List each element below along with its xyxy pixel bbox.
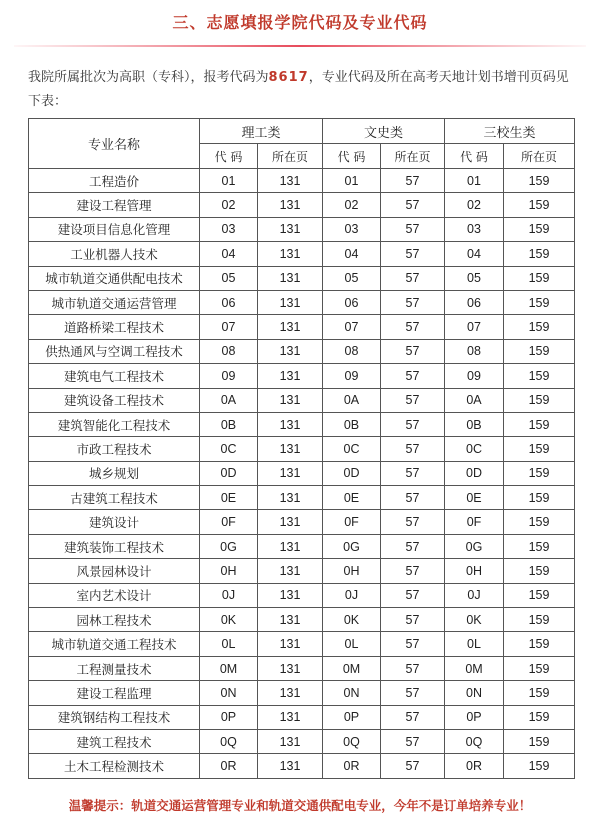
science-page-cell: 131 bbox=[258, 486, 323, 510]
liberal-arts-page-cell: 57 bbox=[381, 632, 445, 656]
three-schools-code-cell: 07 bbox=[445, 315, 504, 339]
three-schools-page-cell: 159 bbox=[504, 559, 575, 583]
science-code-cell: 0G bbox=[200, 534, 258, 558]
three-schools-page-cell: 159 bbox=[504, 583, 575, 607]
table-row bbox=[29, 388, 575, 412]
three-schools-page-cell: 159 bbox=[504, 315, 575, 339]
three-schools-code-cell: 03 bbox=[445, 217, 504, 241]
table-row bbox=[29, 681, 575, 705]
table-row bbox=[29, 656, 575, 680]
table-row bbox=[29, 193, 575, 217]
liberal-arts-page-cell: 57 bbox=[381, 266, 445, 290]
science-page-cell: 131 bbox=[258, 412, 323, 436]
table-row bbox=[29, 534, 575, 558]
science-code-cell: 0F bbox=[200, 510, 258, 534]
liberal-arts-code-cell: 0P bbox=[323, 705, 381, 729]
table-row bbox=[29, 437, 575, 461]
science-page-cell: 131 bbox=[258, 583, 323, 607]
table-row bbox=[29, 242, 575, 266]
three-schools-page-cell: 159 bbox=[504, 486, 575, 510]
science-code-cell: 05 bbox=[200, 266, 258, 290]
liberal-arts-page-cell: 57 bbox=[381, 193, 445, 217]
liberal-arts-page-cell: 57 bbox=[381, 510, 445, 534]
table-row bbox=[29, 705, 575, 729]
liberal-arts-page-cell: 57 bbox=[381, 290, 445, 314]
science-code-cell: 0N bbox=[200, 681, 258, 705]
three-schools-code-cell: 0A bbox=[445, 388, 504, 412]
science-page-cell: 131 bbox=[258, 559, 323, 583]
table-row bbox=[29, 461, 575, 485]
major-name-cell: 建设工程监理 bbox=[29, 681, 200, 705]
table-row bbox=[29, 583, 575, 607]
major-name-cell: 土木工程检测技术 bbox=[29, 754, 200, 778]
liberal-arts-page-cell: 57 bbox=[381, 461, 445, 485]
science-page-cell: 131 bbox=[258, 388, 323, 412]
liberal-arts-page-cell: 57 bbox=[381, 608, 445, 632]
three-schools-page-cell: 159 bbox=[504, 364, 575, 388]
science-page-cell: 131 bbox=[258, 705, 323, 729]
liberal-arts-code-cell: 0K bbox=[323, 608, 381, 632]
three-schools-code-cell: 0G bbox=[445, 534, 504, 558]
liberal-arts-page-cell: 57 bbox=[381, 656, 445, 680]
three-schools-page-cell: 159 bbox=[504, 339, 575, 363]
science-code-cell: 0B bbox=[200, 412, 258, 436]
liberal-arts-page-cell: 57 bbox=[381, 437, 445, 461]
three-schools-code-cell: 0F bbox=[445, 510, 504, 534]
liberal-arts-page-cell: 57 bbox=[381, 729, 445, 753]
three-schools-code-cell: 0P bbox=[445, 705, 504, 729]
major-name-cell: 工程造价 bbox=[29, 169, 200, 193]
science-code-cell: 08 bbox=[200, 339, 258, 363]
liberal-arts-code-cell: 08 bbox=[323, 339, 381, 363]
major-name-cell: 建设项目信息化管理 bbox=[29, 217, 200, 241]
major-name-cell: 市政工程技术 bbox=[29, 437, 200, 461]
liberal-arts-code-cell: 05 bbox=[323, 266, 381, 290]
table-row bbox=[29, 729, 575, 753]
table-row bbox=[29, 608, 575, 632]
three-schools-code-cell: 0H bbox=[445, 559, 504, 583]
table-row bbox=[29, 315, 575, 339]
major-name-cell: 建筑电气工程技术 bbox=[29, 364, 200, 388]
science-page-cell: 131 bbox=[258, 681, 323, 705]
major-name-cell: 室内艺术设计 bbox=[29, 583, 200, 607]
three-schools-page-cell: 159 bbox=[504, 656, 575, 680]
title-divider-right bbox=[300, 45, 586, 47]
major-name-cell: 建筑钢结构工程技术 bbox=[29, 705, 200, 729]
liberal-arts-code-cell: 0J bbox=[323, 583, 381, 607]
three-schools-code-cell: 08 bbox=[445, 339, 504, 363]
science-code-cell: 0D bbox=[200, 461, 258, 485]
three-schools-code-cell: 05 bbox=[445, 266, 504, 290]
major-name-cell: 建筑设备工程技术 bbox=[29, 388, 200, 412]
liberal-arts-page-cell: 57 bbox=[381, 388, 445, 412]
science-page-cell: 131 bbox=[258, 729, 323, 753]
section-header bbox=[0, 0, 600, 52]
major-name-cell: 建筑智能化工程技术 bbox=[29, 412, 200, 436]
three-schools-code-cell: 04 bbox=[445, 242, 504, 266]
header-group-three-schools: 三校生类 bbox=[445, 119, 575, 144]
three-schools-page-cell: 159 bbox=[504, 608, 575, 632]
section-title: 三、志愿填报学院代码及专业代码 bbox=[172, 13, 428, 32]
liberal-arts-page-cell: 57 bbox=[381, 217, 445, 241]
liberal-arts-page-cell: 57 bbox=[381, 754, 445, 778]
application-code: 8617 bbox=[268, 70, 309, 85]
liberal-arts-page-cell: 57 bbox=[381, 364, 445, 388]
liberal-arts-page-cell: 57 bbox=[381, 583, 445, 607]
header-group-science: 理工类 bbox=[200, 119, 323, 144]
three-schools-page-cell: 159 bbox=[504, 461, 575, 485]
science-page-cell: 131 bbox=[258, 290, 323, 314]
liberal-arts-code-cell: 0D bbox=[323, 461, 381, 485]
three-schools-page-cell: 159 bbox=[504, 510, 575, 534]
science-page-cell: 131 bbox=[258, 193, 323, 217]
three-schools-page-cell: 159 bbox=[504, 412, 575, 436]
liberal-arts-code-cell: 0L bbox=[323, 632, 381, 656]
liberal-arts-code-cell: 0A bbox=[323, 388, 381, 412]
three-schools-code-cell: 06 bbox=[445, 290, 504, 314]
liberal-arts-code-cell: 07 bbox=[323, 315, 381, 339]
liberal-arts-code-cell: 01 bbox=[323, 169, 381, 193]
three-schools-code-cell: 0B bbox=[445, 412, 504, 436]
header-code: 代 码 bbox=[445, 144, 504, 169]
table-row bbox=[29, 632, 575, 656]
major-name-cell: 城乡规划 bbox=[29, 461, 200, 485]
science-page-cell: 131 bbox=[258, 656, 323, 680]
three-schools-page-cell: 159 bbox=[504, 632, 575, 656]
major-name-cell: 建筑工程技术 bbox=[29, 729, 200, 753]
three-schools-page-cell: 159 bbox=[504, 242, 575, 266]
science-code-cell: 0H bbox=[200, 559, 258, 583]
liberal-arts-code-cell: 0Q bbox=[323, 729, 381, 753]
science-page-cell: 131 bbox=[258, 266, 323, 290]
science-code-cell: 0M bbox=[200, 656, 258, 680]
science-code-cell: 09 bbox=[200, 364, 258, 388]
science-code-cell: 06 bbox=[200, 290, 258, 314]
table-row bbox=[29, 559, 575, 583]
table-body bbox=[29, 169, 575, 779]
liberal-arts-page-cell: 57 bbox=[381, 486, 445, 510]
three-schools-code-cell: 0C bbox=[445, 437, 504, 461]
footer-reminder: 温馨提示：轨道交通运营管理专业和轨道交通供配电专业，今年不是订单培养专业！ bbox=[68, 798, 532, 813]
science-page-cell: 131 bbox=[258, 242, 323, 266]
three-schools-page-cell: 159 bbox=[504, 681, 575, 705]
liberal-arts-code-cell: 0M bbox=[323, 656, 381, 680]
three-schools-page-cell: 159 bbox=[504, 290, 575, 314]
science-code-cell: 0E bbox=[200, 486, 258, 510]
science-code-cell: 02 bbox=[200, 193, 258, 217]
liberal-arts-code-cell: 06 bbox=[323, 290, 381, 314]
table-row bbox=[29, 754, 575, 778]
table-row bbox=[29, 364, 575, 388]
three-schools-page-cell: 159 bbox=[504, 169, 575, 193]
table-row bbox=[29, 290, 575, 314]
three-schools-code-cell: 01 bbox=[445, 169, 504, 193]
three-schools-code-cell: 0J bbox=[445, 583, 504, 607]
science-code-cell: 04 bbox=[200, 242, 258, 266]
science-code-cell: 0R bbox=[200, 754, 258, 778]
science-code-cell: 0A bbox=[200, 388, 258, 412]
three-schools-code-cell: 0E bbox=[445, 486, 504, 510]
liberal-arts-code-cell: 04 bbox=[323, 242, 381, 266]
three-schools-page-cell: 159 bbox=[504, 217, 575, 241]
header-page: 所在页 bbox=[504, 144, 575, 169]
major-name-cell: 城市轨道交通运营管理 bbox=[29, 290, 200, 314]
major-name-cell: 古建筑工程技术 bbox=[29, 486, 200, 510]
science-code-cell: 03 bbox=[200, 217, 258, 241]
three-schools-code-cell: 0N bbox=[445, 681, 504, 705]
three-schools-page-cell: 159 bbox=[504, 705, 575, 729]
science-page-cell: 131 bbox=[258, 339, 323, 363]
liberal-arts-page-cell: 57 bbox=[381, 242, 445, 266]
liberal-arts-page-cell: 57 bbox=[381, 339, 445, 363]
liberal-arts-code-cell: 0H bbox=[323, 559, 381, 583]
three-schools-page-cell: 159 bbox=[504, 193, 575, 217]
three-schools-code-cell: 0Q bbox=[445, 729, 504, 753]
three-schools-page-cell: 159 bbox=[504, 266, 575, 290]
table-row bbox=[29, 169, 575, 193]
liberal-arts-code-cell: 02 bbox=[323, 193, 381, 217]
intro-paragraph bbox=[28, 66, 576, 114]
science-code-cell: 0K bbox=[200, 608, 258, 632]
header-page: 所在页 bbox=[258, 144, 323, 169]
science-page-cell: 131 bbox=[258, 217, 323, 241]
major-name-cell: 建筑装饰工程技术 bbox=[29, 534, 200, 558]
liberal-arts-page-cell: 57 bbox=[381, 534, 445, 558]
three-schools-page-cell: 159 bbox=[504, 437, 575, 461]
three-schools-page-cell: 159 bbox=[504, 388, 575, 412]
table-row bbox=[29, 266, 575, 290]
liberal-arts-code-cell: 03 bbox=[323, 217, 381, 241]
three-schools-code-cell: 09 bbox=[445, 364, 504, 388]
liberal-arts-page-cell: 57 bbox=[381, 559, 445, 583]
liberal-arts-page-cell: 57 bbox=[381, 315, 445, 339]
science-code-cell: 0J bbox=[200, 583, 258, 607]
three-schools-code-cell: 0L bbox=[445, 632, 504, 656]
major-name-cell: 城市轨道交通供配电技术 bbox=[29, 266, 200, 290]
liberal-arts-code-cell: 0C bbox=[323, 437, 381, 461]
science-code-cell: 0C bbox=[200, 437, 258, 461]
major-name-cell: 建筑设计 bbox=[29, 510, 200, 534]
liberal-arts-page-cell: 57 bbox=[381, 169, 445, 193]
science-code-cell: 0Q bbox=[200, 729, 258, 753]
liberal-arts-page-cell: 57 bbox=[381, 412, 445, 436]
three-schools-code-cell: 0K bbox=[445, 608, 504, 632]
science-code-cell: 07 bbox=[200, 315, 258, 339]
three-schools-page-cell: 159 bbox=[504, 754, 575, 778]
major-name-cell: 供热通风与空调工程技术 bbox=[29, 339, 200, 363]
science-page-cell: 131 bbox=[258, 364, 323, 388]
science-page-cell: 131 bbox=[258, 461, 323, 485]
liberal-arts-code-cell: 09 bbox=[323, 364, 381, 388]
header-group-liberal-arts: 文史类 bbox=[323, 119, 445, 144]
table-row bbox=[29, 217, 575, 241]
three-schools-code-cell: 0M bbox=[445, 656, 504, 680]
major-name-cell: 风景园林设计 bbox=[29, 559, 200, 583]
intro-text-after: ，专业代码及所在高考天地计划书增刊页码见下表： bbox=[28, 70, 569, 109]
table-row bbox=[29, 510, 575, 534]
table-row bbox=[29, 486, 575, 510]
science-page-cell: 131 bbox=[258, 608, 323, 632]
science-page-cell: 131 bbox=[258, 754, 323, 778]
science-page-cell: 131 bbox=[258, 534, 323, 558]
liberal-arts-code-cell: 0N bbox=[323, 681, 381, 705]
liberal-arts-code-cell: 0R bbox=[323, 754, 381, 778]
science-page-cell: 131 bbox=[258, 315, 323, 339]
liberal-arts-code-cell: 0B bbox=[323, 412, 381, 436]
three-schools-page-cell: 159 bbox=[504, 534, 575, 558]
three-schools-page-cell: 159 bbox=[504, 729, 575, 753]
science-code-cell: 0L bbox=[200, 632, 258, 656]
header-code: 代 码 bbox=[200, 144, 258, 169]
major-name-cell: 园林工程技术 bbox=[29, 608, 200, 632]
major-name-cell: 工程测量技术 bbox=[29, 656, 200, 680]
intro-text-before: 我院所属批次为高职（专科），报考代码为 bbox=[28, 70, 269, 85]
table-row bbox=[29, 339, 575, 363]
liberal-arts-page-cell: 57 bbox=[381, 681, 445, 705]
science-code-cell: 01 bbox=[200, 169, 258, 193]
three-schools-code-cell: 0D bbox=[445, 461, 504, 485]
science-page-cell: 131 bbox=[258, 169, 323, 193]
three-schools-code-cell: 0R bbox=[445, 754, 504, 778]
major-name-cell: 建设工程管理 bbox=[29, 193, 200, 217]
science-page-cell: 131 bbox=[258, 510, 323, 534]
liberal-arts-code-cell: 0E bbox=[323, 486, 381, 510]
major-name-cell: 工业机器人技术 bbox=[29, 242, 200, 266]
title-divider-left bbox=[14, 45, 300, 47]
header-major-name: 专业名称 bbox=[29, 119, 200, 169]
header-page: 所在页 bbox=[381, 144, 445, 169]
liberal-arts-page-cell: 57 bbox=[381, 705, 445, 729]
major-name-cell: 道路桥梁工程技术 bbox=[29, 315, 200, 339]
three-schools-code-cell: 02 bbox=[445, 193, 504, 217]
science-code-cell: 0P bbox=[200, 705, 258, 729]
science-page-cell: 131 bbox=[258, 437, 323, 461]
science-page-cell: 131 bbox=[258, 632, 323, 656]
major-name-cell: 城市轨道交通工程技术 bbox=[29, 632, 200, 656]
header-code: 代 码 bbox=[323, 144, 381, 169]
liberal-arts-code-cell: 0G bbox=[323, 534, 381, 558]
major-code-table bbox=[28, 118, 575, 779]
table-row bbox=[29, 412, 575, 436]
liberal-arts-code-cell: 0F bbox=[323, 510, 381, 534]
